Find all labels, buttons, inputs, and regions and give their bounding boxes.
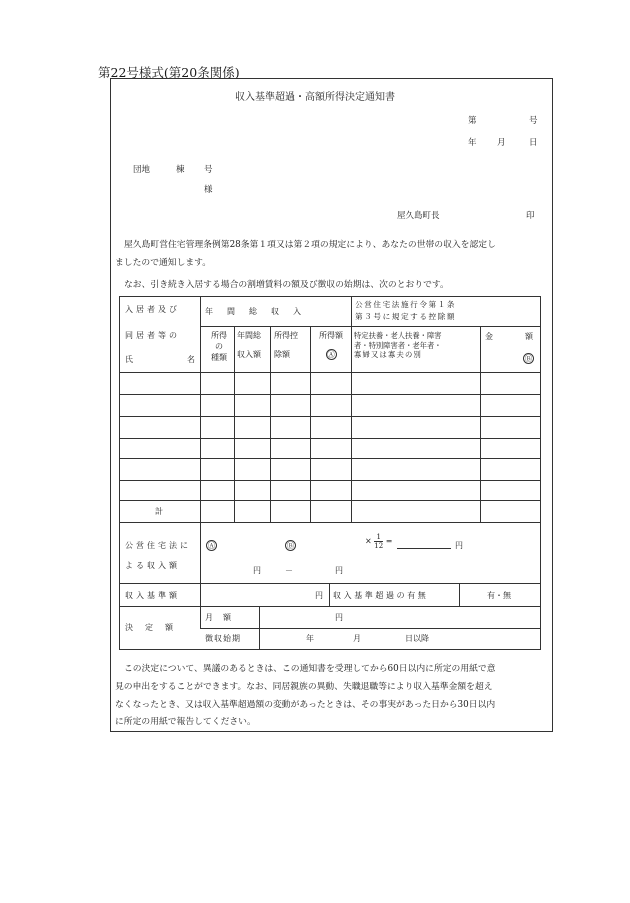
- total-label: 計: [155, 507, 163, 516]
- monthly-label: 月額: [205, 613, 241, 622]
- footer-line-1: この決定について、異議のあるときは、この通知書を受理してから60日以内に所定の用紙で意: [124, 664, 496, 674]
- formula-b: Ⓑ: [286, 541, 295, 550]
- excess-value: 有・無: [487, 591, 511, 600]
- header-law-2: 第３号に規定する控除額: [355, 312, 457, 321]
- formula-yen: 円: [455, 541, 463, 550]
- addressee-go: 号: [204, 165, 213, 175]
- date-month: 月: [497, 138, 506, 148]
- number-label: 第: [468, 116, 477, 126]
- footer-line-3: なくなったとき、又は収入基準超過額の変動があったときは、その事実があった日から30日以内: [115, 700, 496, 710]
- start-day: 日以降: [405, 634, 429, 643]
- header-annual-income: 年 間 総 収 入: [205, 307, 304, 316]
- header-law-1: 公営住宅法施行令第１条: [355, 300, 457, 309]
- income-table: [119, 296, 541, 650]
- start-label: 徴収始期: [205, 634, 241, 643]
- footer-line-2: 見の申出をすることができます。なお、同居親族の異動、失職退職等により収入基準金額を超え: [115, 682, 493, 692]
- header-amount-a: 金: [485, 332, 493, 341]
- header-resident-3a: 氏: [125, 355, 133, 364]
- header-resident-3b: 名: [187, 355, 195, 364]
- number-suffix: 号: [529, 116, 538, 126]
- date-year: 年: [468, 138, 477, 148]
- paragraph2: なお、引き続き入居する場合の割増賃料の額及び徴収の始期は、次のとおりです。: [124, 280, 449, 290]
- addressee-sama: 様: [204, 185, 213, 195]
- sender-seal: 印: [526, 211, 535, 221]
- start-year: 年: [306, 634, 314, 643]
- header-resident-1: 入居者及び: [125, 305, 180, 314]
- standard-label: 収入基準額: [125, 591, 180, 600]
- header-income-amount: 所得額 Ⓐ: [319, 331, 343, 359]
- diff-yen-2: 円: [335, 566, 343, 575]
- header-income-type: 所得 の 種類: [211, 331, 227, 362]
- diff-yen-1: 円: [253, 566, 261, 575]
- decision-label: 決定額: [125, 623, 185, 632]
- mark-b: Ⓑ: [524, 354, 533, 363]
- formula-fraction: × $\frac{1}{12}$ =: [365, 533, 393, 550]
- header-annual-total: 年間総 収入額: [237, 331, 261, 359]
- addressee-danchi: 団地: [133, 165, 151, 175]
- standard-yen: 円: [315, 591, 323, 600]
- paragraph1-line2: ましたので通知します。: [115, 258, 212, 268]
- formula-a: Ⓐ: [207, 541, 216, 550]
- mark-a: Ⓐ: [327, 350, 335, 359]
- public-income-2: よる収入額: [125, 561, 180, 570]
- diff-minus: －: [285, 566, 293, 575]
- start-month: 月: [353, 634, 361, 643]
- form-number: 第22号様式(第20条関係): [98, 65, 240, 80]
- header-special: 特定扶養・老人扶養・障害 者・特別障害者・老年者・ 寡婦又は寡夫の別: [354, 331, 442, 359]
- excess-label: 収入基準超過の有無: [333, 591, 429, 600]
- paragraph1-line1: 屋久島町営住宅管理条例第28条第１項又は第２項の規定により、あなたの世帯の収入を認定し: [124, 240, 496, 250]
- monthly-yen: 円: [335, 613, 343, 622]
- addressee-to: 棟: [176, 165, 185, 175]
- header-resident-2: 同居者等の: [125, 331, 180, 340]
- public-income-1: 公営住宅法に: [125, 541, 191, 550]
- date-day: 日: [529, 138, 538, 148]
- header-deduction: 所得控 除額: [274, 331, 298, 359]
- header-amount-b: 額: [525, 332, 533, 341]
- footer-line-4: に所定の用紙で報告してください。: [115, 717, 256, 727]
- document-title: 収入基準超過・高額所得決定通知書: [235, 92, 395, 103]
- sender-name: 屋久島町長: [397, 211, 440, 221]
